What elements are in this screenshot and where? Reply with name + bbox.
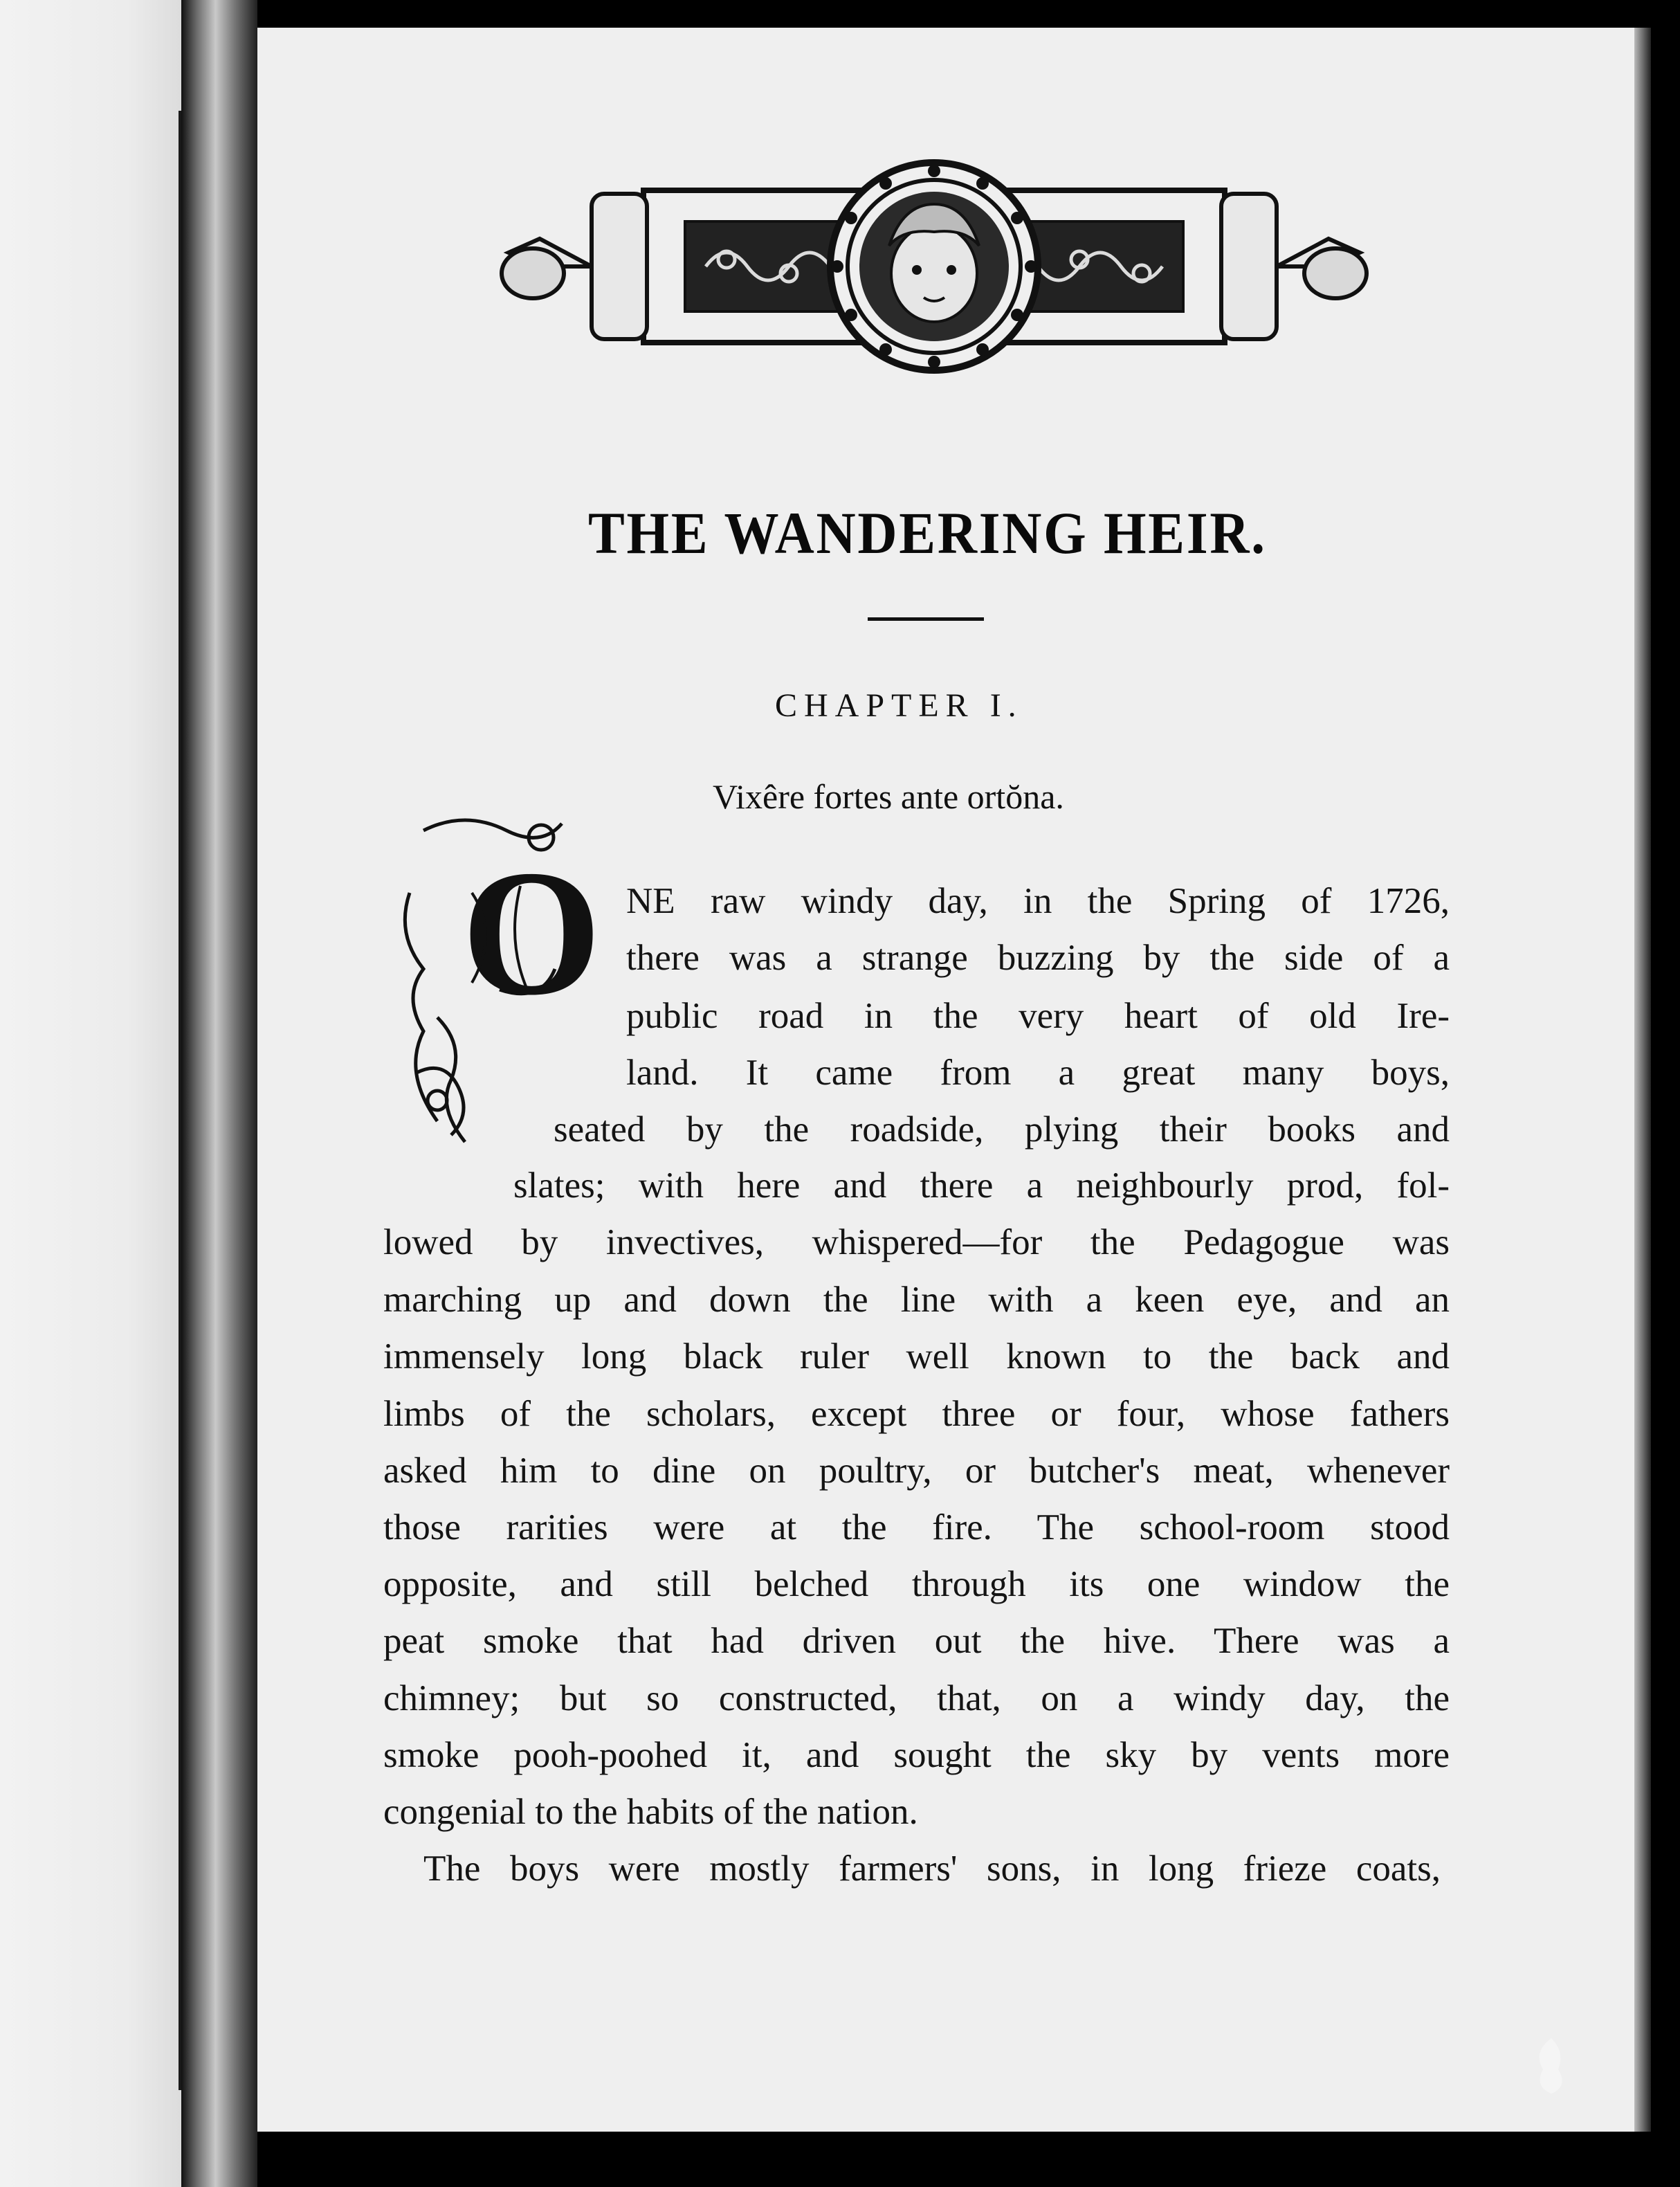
text-line: land. It came from a great many boys,	[626, 1053, 1450, 1093]
text-line: peat smoke that had driven out the hive. There was a	[383, 1621, 1450, 1661]
text-line: immensely long black ruler well known to the back and	[383, 1336, 1450, 1377]
text-line: congenial to the habits of the nation.	[383, 1792, 918, 1832]
drop-cap-letter: O	[462, 833, 602, 1033]
text-line: seated by the roadside, plying their books and	[554, 1109, 1450, 1150]
cherub-medallion-headpiece-icon	[498, 156, 1370, 391]
text-line: there was a strange buzzing by the side of a	[626, 938, 1450, 978]
text-line: opposite, and still belched through its one window the	[383, 1564, 1450, 1604]
text-line: slates; with here and there a neighbourly prod, fol-	[513, 1165, 1450, 1206]
text-line: public road in the very heart of old Ire-	[626, 996, 1450, 1036]
chapter-heading: CHAPTER I.	[775, 687, 1023, 724]
text-line: chimney; but so constructed, that, on a windy day, the	[383, 1678, 1450, 1718]
title-rule-divider	[868, 617, 984, 621]
book-title: THE WANDERING HEIR.	[588, 500, 1267, 566]
text-line: NE raw windy day, in the Spring of 1726,	[626, 881, 1450, 921]
epigraph: Vixêre fortes ante ortŏna.	[713, 777, 1064, 816]
left-page-leaf	[0, 0, 181, 2187]
text-line: The boys were mostly farmers' sons, in long frieze coats,	[423, 1849, 1441, 1889]
text-line: limbs of the scholars, except three or four, whose fathers	[383, 1394, 1450, 1434]
page-stain-mark	[1535, 2035, 1568, 2097]
text-line: those rarities were at the fire. The school-room stood	[383, 1507, 1450, 1548]
text-line: smoke pooh-poohed it, and sought the sky by vents more	[383, 1735, 1450, 1775]
page-edge-shadow	[1634, 28, 1651, 2132]
text-line: lowed by invectives, whispered—for the Pedagogue was	[383, 1222, 1450, 1262]
text-line: asked him to dine on poultry, or butcher's meat, whenever	[383, 1451, 1450, 1491]
text-line: marching up and down the line with a keen eye, and an	[383, 1280, 1450, 1320]
book-gutter	[181, 0, 257, 2187]
